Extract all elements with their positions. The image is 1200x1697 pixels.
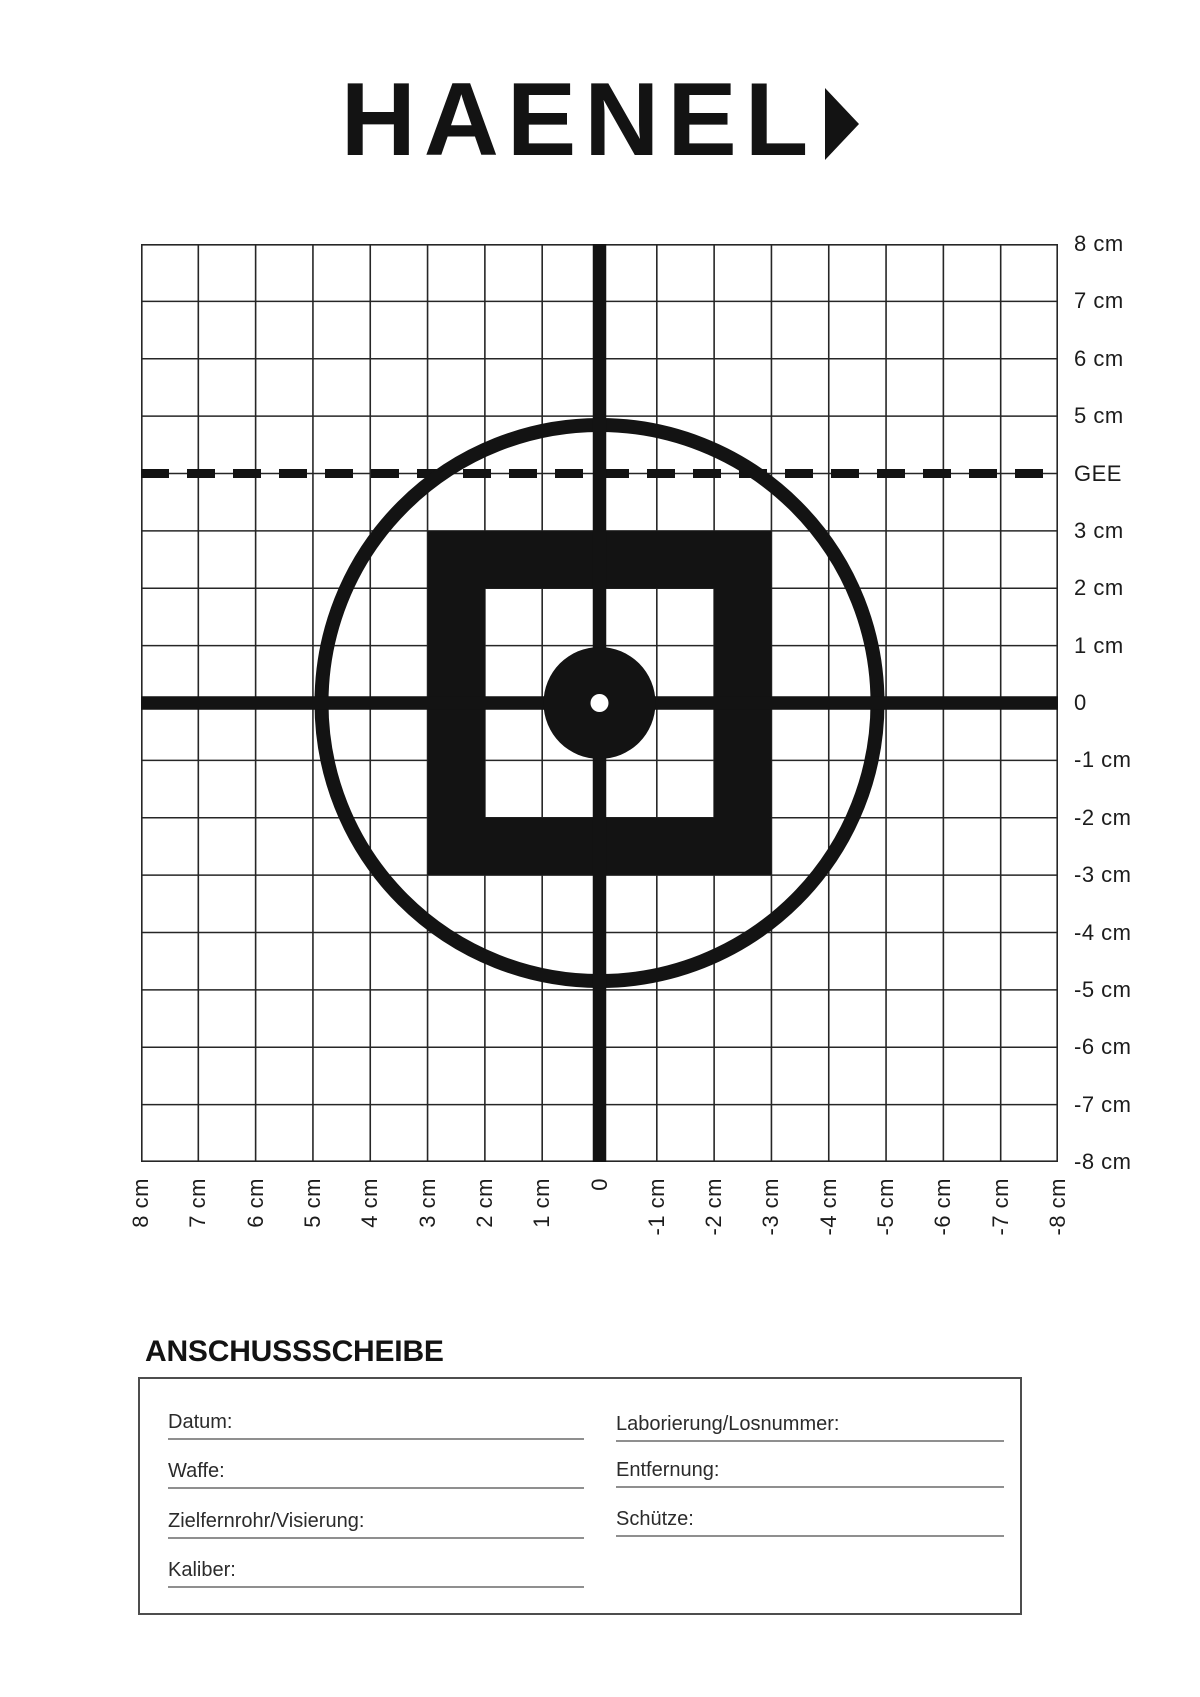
axis-label-bottom-2: 6 cm — [242, 1178, 268, 1228]
axis-label-bottom-6: 2 cm — [471, 1178, 497, 1228]
axis-label-right-11: -3 cm — [1074, 862, 1132, 888]
field-label-kaliber: Kaliber: — [168, 1559, 236, 1581]
datum-input-line[interactable] — [168, 1406, 584, 1440]
axis-label-bottom-11: -3 cm — [758, 1178, 784, 1236]
field-label-schuetze: Schütze: — [616, 1508, 694, 1530]
kaliber-input-line[interactable] — [168, 1554, 584, 1588]
axis-label-right-8: 0 — [1074, 690, 1087, 715]
axis-label-bottom-12: -4 cm — [815, 1178, 841, 1236]
field-label-laborierung-losnummer: Laborierung/Losnummer: — [616, 1413, 840, 1435]
axis-label-bottom-16: -8 cm — [1045, 1178, 1070, 1236]
axis-label-right-7: 1 cm — [1074, 632, 1124, 658]
brand-logo — [0, 62, 1200, 178]
axis-label-bottom-15: -7 cm — [987, 1178, 1013, 1236]
field-label-zielfernrohr-visierung: Zielfernrohr/Visierung: — [168, 1510, 365, 1532]
entfernung-input-line[interactable] — [616, 1454, 1004, 1488]
field-label-datum: Datum: — [168, 1411, 233, 1433]
axis-label-right-3: 5 cm — [1074, 403, 1124, 429]
axis-label-right-16: -8 cm — [1074, 1149, 1132, 1174]
axis-label-bottom-3: 5 cm — [299, 1178, 325, 1228]
axis-label-right-2: 6 cm — [1074, 345, 1124, 371]
waffe-input-line[interactable] — [168, 1455, 584, 1489]
laborierung-losnummer-input-line[interactable] — [616, 1408, 1004, 1442]
axis-label-right-12: -4 cm — [1074, 919, 1132, 945]
axis-label-right-14: -6 cm — [1074, 1034, 1132, 1060]
field-label-entfernung: Entfernung: — [616, 1459, 720, 1481]
form-title: ANSCHUSSSCHEIBE — [145, 1335, 444, 1368]
bullseye-center-dot — [591, 694, 609, 712]
axis-label-bottom-1: 7 cm — [185, 1178, 211, 1228]
axis-label-right-10: -2 cm — [1074, 804, 1132, 830]
brand-logo-text: HAENEL — [340, 62, 817, 178]
zielfernrohr-visierung-input-line[interactable] — [168, 1505, 584, 1539]
axis-label-bottom-0: 8 cm — [128, 1178, 153, 1228]
axis-label-right-9: -1 cm — [1074, 747, 1132, 773]
brand-arrow-icon — [825, 88, 859, 160]
axis-label-bottom-9: -1 cm — [643, 1178, 669, 1236]
axis-label-right-1: 7 cm — [1074, 288, 1124, 314]
axis-label-bottom-7: 1 cm — [529, 1178, 555, 1228]
axis-label-right-6: 2 cm — [1074, 575, 1124, 601]
axis-label-right-15: -7 cm — [1074, 1091, 1132, 1117]
axis-label-right-5: 3 cm — [1074, 517, 1124, 543]
axis-label-bottom-8: 0 — [586, 1178, 612, 1191]
zeroing-target — [141, 244, 1058, 1162]
axis-label-bottom-13: -5 cm — [873, 1178, 899, 1236]
axis-label-bottom-14: -6 cm — [930, 1178, 956, 1236]
schuetze-input-line[interactable] — [616, 1503, 1004, 1537]
axis-label-bottom-10: -2 cm — [701, 1178, 727, 1236]
axis-label-right-4: GEE — [1074, 460, 1122, 486]
axis-label-right-13: -5 cm — [1074, 976, 1132, 1002]
axis-label-bottom-4: 4 cm — [357, 1178, 383, 1228]
axis-label-bottom-5: 3 cm — [414, 1178, 440, 1228]
field-label-waffe: Waffe: — [168, 1460, 225, 1482]
axis-label-right-0: 8 cm — [1074, 231, 1124, 256]
